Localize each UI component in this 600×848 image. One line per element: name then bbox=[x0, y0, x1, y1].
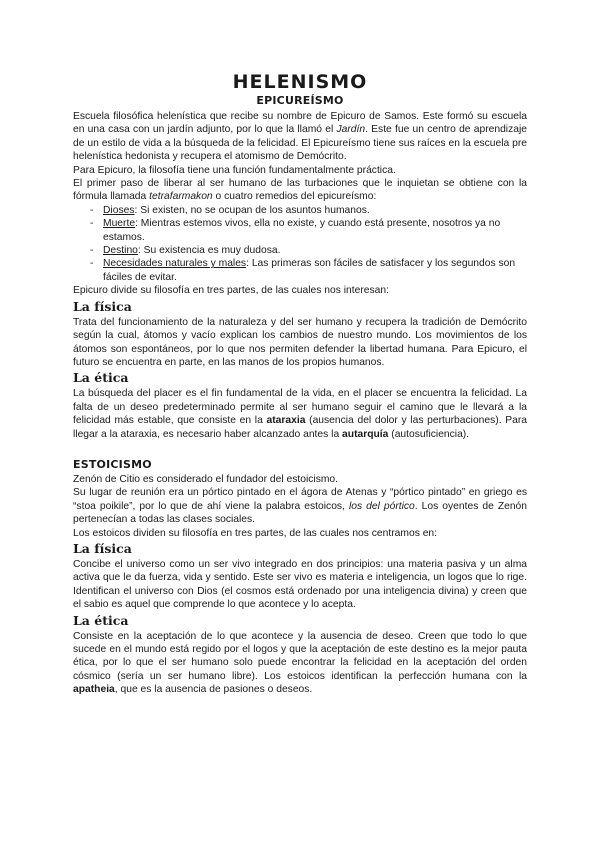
page-title: HELENISMO bbox=[232, 71, 368, 93]
remedios-list bbox=[73, 204, 527, 284]
epicureismo-intro: Escuela filosófica helenística que recibe su nombre de Epicuro de Samos. Este formó su escuela en una casa con un jardín adjunto, por lo que la llamó el Jardín. Este fue un centro de aprendizaje de un estilo de vida a la búsqueda de la felicidad. El Epicureísmo tiene sus raíces en la escuela pre helenística hedonista y recupera el atomismo de Demócrito. bbox=[73, 111, 527, 163]
epicureismo-practica: Para Epicuro, la filosofía tiene una función fundamentalmente práctica. bbox=[73, 164, 396, 176]
subheading-epicuro-etica: La ética bbox=[73, 370, 129, 386]
subheading-epicuro-fisica: La física bbox=[73, 298, 132, 314]
epicuro-fisica-text: Trata del funcionamiento de la naturaleza y del ser humano y recupera la tradición de Demócrito según la cual, átomos y vacío explican los cambios de nuestro mundo. Los movimientos de los átomos son espontáneos, por lo que nos permiten defender la libertad humana. Para Epicuro, el futuro se encuentra en parte, en las manos de los propios humanos. bbox=[73, 316, 527, 368]
epicureismo-partes: Epicuro divide su filosofía en tres partes, de las cuales nos interesan: bbox=[73, 285, 389, 297]
estoicismo-partes: Los estoicos dividen su filosofía en tres partes, de las cuales nos centramos en: bbox=[73, 527, 438, 539]
estoicos-etica-text: Consiste en la aceptación de lo que acontece y la ausencia de deseo. Creen que todo lo que sucede en el mundo está regido por el logos y que la aceptación de este destino es la mejor pauta ética, por lo que el ser humano solo puede encontrar la felicidad en la aceptación del orden cósmico (sería un ser humano libre). Los estoicos identifican la perfección humana con la apatheia, que es la ausencia de pasiones o deseos. bbox=[73, 630, 527, 696]
list-item: - Necesidades naturales y males: Las primeras son fáciles de satisfacer y los segundos son fáciles de evitar. bbox=[90, 258, 516, 283]
estoicos-fisica-text: Concibe el universo como un ser vivo integrado en dos principios: una materia pasiva y un alma activa que le da fuerza, vida y sentido. Este ser vivo es materia e inteligencia, un logos que lo rige. Identifican el universo con Dios (el cosmos está ordenado por una inteligencia divina) y creen que el sabio es aquel que comprende lo que acontece y lo acepta. bbox=[73, 558, 527, 611]
subheading-estoicos-etica: La ética bbox=[73, 612, 129, 628]
section-heading-estoicismo: ESTOICISMO bbox=[73, 457, 152, 471]
list-item: - Muerte: Mientras estemos vivos, ella no existe, y cuando está presente, nosotros ya no estamos. bbox=[90, 218, 501, 243]
document-page bbox=[73, 70, 527, 697]
estoicismo-portico: Su lugar de reunión era un pórtico pintado en el ágora de Atenas y “pórtico pintado” en griego es “stoa poikile”, por lo que de ahí viene la palabra estoicos, los del pórtico. Los oyentes de Zenón pertenecían a todas las clases sociales. bbox=[73, 487, 528, 526]
epicureismo-tetrafarmakon: El primer paso de liberar al ser humano de las turbaciones que le inquietan se obtiene con la fórmula llamada tetrafarmakon o cuatro remedios del epicureísmo: bbox=[73, 178, 527, 203]
subheading-estoicos-fisica: La física bbox=[73, 540, 132, 556]
list-item: - Dioses: Si existen, no se ocupan de los asuntos humanos. bbox=[90, 204, 370, 216]
estoicismo-fundador: Zenón de Citio es considerado el fundador del estoicismo. bbox=[73, 473, 339, 485]
list-item: - Destino: Su existencia es muy dudosa. bbox=[90, 245, 281, 257]
section-heading-epicureismo: EPICUREÍSMO bbox=[256, 94, 344, 107]
epicuro-etica-text: La búsqueda del placer es el fin fundamental de la vida, en el placer se encuentra la felicidad. La falta de un deseo predeterminado permite al ser humano seguir el camino que le llevará a la felicidad más estable, que consiste en la ataraxia (ausencia del dolor y las perturbaciones). Para llegar a la ataraxia, es necesario haber alcanzado antes la autarquía (autosuficiencia). bbox=[73, 388, 527, 440]
